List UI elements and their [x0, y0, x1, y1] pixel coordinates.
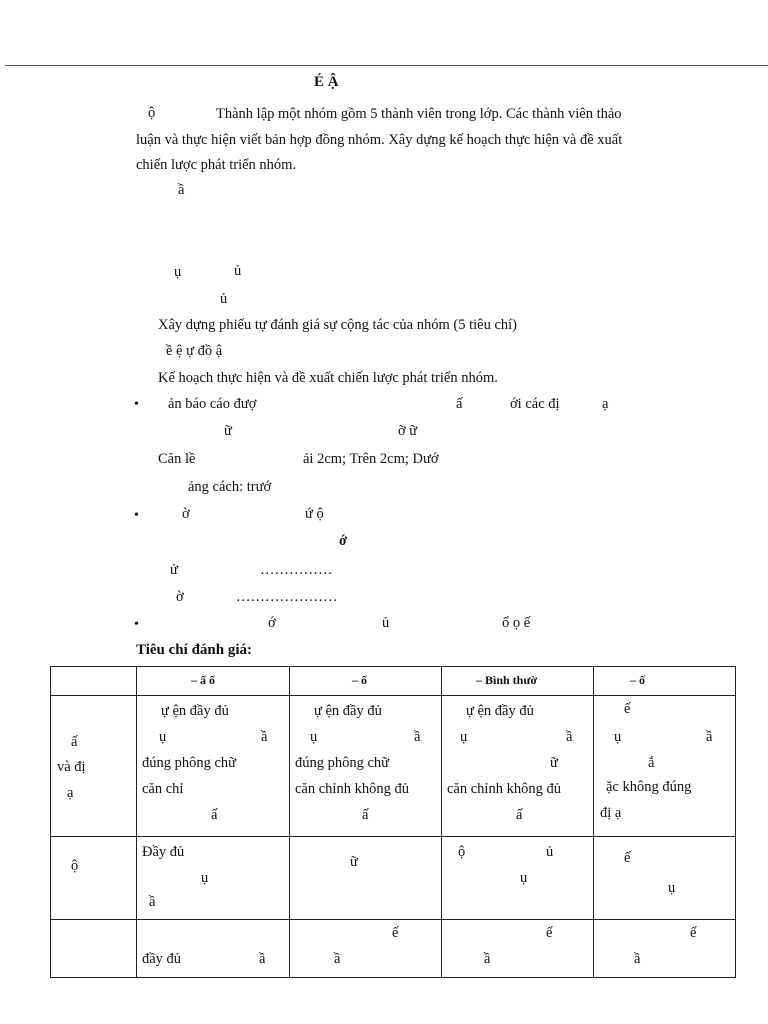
table-row — [51, 696, 736, 837]
intro-line-2: luận và thực hiện viết bản hợp đồng nhóm. Xây dựng kế hoạch thực hiện và đề xuất — [136, 132, 623, 148]
table-cell — [51, 920, 137, 978]
requirement-fragment-1b: ủ — [234, 263, 242, 279]
bullet-2-text-b: ứ ộ — [305, 506, 324, 522]
dots-line-1-b: …………… — [260, 562, 333, 578]
bullet-2-text-a: ờ — [182, 506, 190, 522]
fragment-u1: ữ — [224, 423, 232, 439]
bullet-3-text-a: ớ — [268, 615, 276, 631]
intro-line-1: Thành lập một nhóm gồm 5 thành viên trong lớp. Các thành viên thảo — [216, 106, 622, 122]
table-row — [51, 920, 736, 978]
top-rule — [5, 65, 768, 66]
dots-line-2-b: ………………… — [236, 589, 338, 605]
fragment-o: ớ — [339, 533, 348, 549]
bullet-1-text-a: ản báo cáo đượ — [168, 396, 257, 412]
margin-line-b: ải 2cm; Trên 2cm; Dướ — [303, 451, 439, 467]
table-cell: ế ụ ầ ắ ặc không đúng đị ạ — [594, 696, 736, 837]
bullet-1: • — [134, 397, 139, 412]
bullet-2: • — [134, 508, 139, 523]
table-cell: ấ và đị ạ — [51, 696, 137, 837]
table-cell: Đầy đủ ụ ầ — [137, 837, 290, 920]
document-title: É Ậ — [314, 74, 339, 90]
table-cell: ự ện đầy đủ ụ ầ đúng phông chữ căn chỉ ấ — [137, 696, 290, 837]
bullet-1-text-b: ấ — [456, 396, 463, 412]
header-cell: – ấ ố — [137, 667, 290, 696]
item-contract: ề ệ ự đồ ậ — [166, 343, 223, 359]
table-cell: ự ện đầy đủ ụ ầ ữ căn chỉnh không đủ ấ — [442, 696, 594, 837]
item-self-assessment: Xây dựng phiếu tự đánh giá sự cộng tác của nhóm (5 tiêu chí) — [158, 317, 517, 333]
item-plan: Kế hoạch thực hiện và đề xuất chiến lược phát triển nhóm. — [158, 370, 498, 386]
intro-marker: ộ — [148, 105, 156, 121]
table-row — [51, 837, 736, 920]
bullet-1-text-c: ới các đị — [510, 396, 560, 412]
dots-line-1-a: ử — [170, 562, 178, 578]
bullet-3-text-c: ổ ọ ế — [502, 615, 531, 631]
table-cell: ự ện đầy đủ ụ ầ đúng phông chữ căn chỉnh không đủ ấ — [290, 696, 442, 837]
criteria-heading: Tiêu chí đánh giá: — [136, 642, 253, 658]
fragment-a: ầ — [178, 182, 185, 198]
requirement-fragment-2: ủ — [220, 291, 228, 307]
table-header-row — [51, 667, 736, 696]
margin-line-a: Căn lề — [158, 451, 196, 467]
table-cell: ế ụ — [594, 837, 736, 920]
header-cell — [51, 667, 137, 696]
bullet-3-text-b: ủ — [382, 615, 390, 631]
table-cell: đầy đủ ầ — [137, 920, 290, 978]
bullet-3: • — [134, 617, 139, 632]
header-cell: – ố — [594, 667, 736, 696]
table-cell: ế ầ — [290, 920, 442, 978]
table-cell: ế ầ — [594, 920, 736, 978]
header-cell: – ố — [290, 667, 442, 696]
fragment-u2: ỡ ữ — [398, 423, 418, 439]
criteria-table — [50, 666, 736, 978]
table-cell: ộ — [51, 837, 137, 920]
table-cell: ữ — [290, 837, 442, 920]
table-cell: ộ ủ ụ — [442, 837, 594, 920]
intro-line-3: chiến lược phát triển nhóm. — [136, 157, 297, 173]
requirement-fragment-1a: ụ — [174, 264, 182, 280]
spacing-line: ảng cách: trướ — [188, 479, 272, 495]
table-cell: ế ầ — [442, 920, 594, 978]
bullet-1-text-d: ạ — [602, 396, 609, 412]
dots-line-2-a: ờ — [176, 589, 184, 605]
header-cell: – Bình thườ — [442, 667, 594, 696]
